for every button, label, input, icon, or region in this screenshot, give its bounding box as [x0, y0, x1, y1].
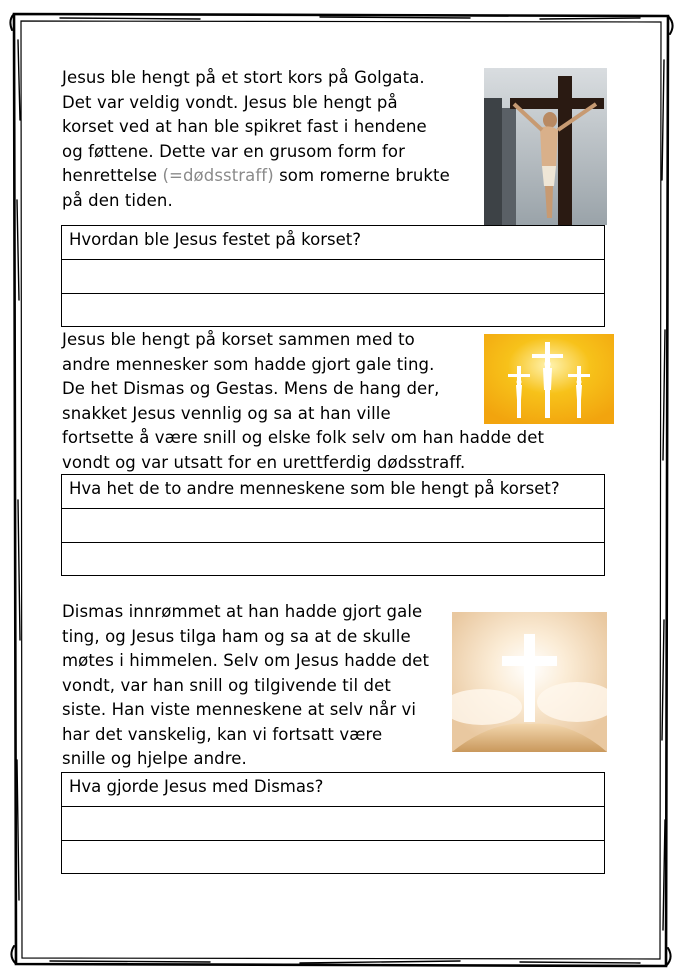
crucifix-image [484, 68, 607, 225]
three-crosses-image [484, 334, 614, 424]
answer-line[interactable] [62, 294, 604, 328]
question-label: Hvordan ble Jesus festet på korset? [62, 226, 604, 260]
question-box-3 [61, 772, 605, 874]
paragraph-dismas: Dismas innrømmet at han hadde gjort gale ting, og Jesus tilga ham og sa at de skulle møtes i himmelen. Selv om Jesus hadde det vondt, var han snill og tilgivende til det siste. Han viste menneskene at selv når vi har det vanskelig, kan vi fortsatt være snille og hjelpe andre. [62, 602, 430, 768]
question-label: Hva het de to andre menneskene som ble hengt på korset? [62, 475, 604, 509]
three-crosses-icon [484, 334, 614, 424]
answer-line[interactable] [62, 260, 604, 294]
paragraph-text: Jesus ble hengt på et stort kors på Golgata. Det var veldig vondt. Jesus ble hengt på korset ved at han ble spikret fast i hendene og føttene. Dette var en grusom form for henrettelse [62, 68, 427, 185]
glowing-cross-icon [452, 612, 607, 752]
answer-line[interactable] [62, 807, 604, 841]
paragraph-crucifixion [62, 66, 472, 213]
glowing-cross-image [452, 612, 607, 752]
paragraph-text: som romerne brukte på den tiden. [62, 166, 450, 210]
question-box-1 [61, 225, 605, 327]
highlight-term: (=dødsstraff) [162, 166, 274, 185]
crucifix-icon [484, 68, 607, 225]
question-box-2 [61, 474, 605, 576]
answer-line[interactable] [62, 509, 604, 543]
answer-line[interactable] [62, 543, 604, 577]
answer-line[interactable] [62, 841, 604, 875]
question-label: Hva gjorde Jesus med Dismas? [62, 773, 604, 807]
paragraph-two-criminals: Jesus ble hengt på korset sammen med to andre mennesker som hadde gjort gale ting. De het Dismas og Gestas. Mens de hang der, snakket Jesus vennlig og sa at han ville fortsette å være snill og elske folk selv om han hadde det vondt og var utsatt for en urettferdig dødsstraff. [62, 330, 545, 472]
